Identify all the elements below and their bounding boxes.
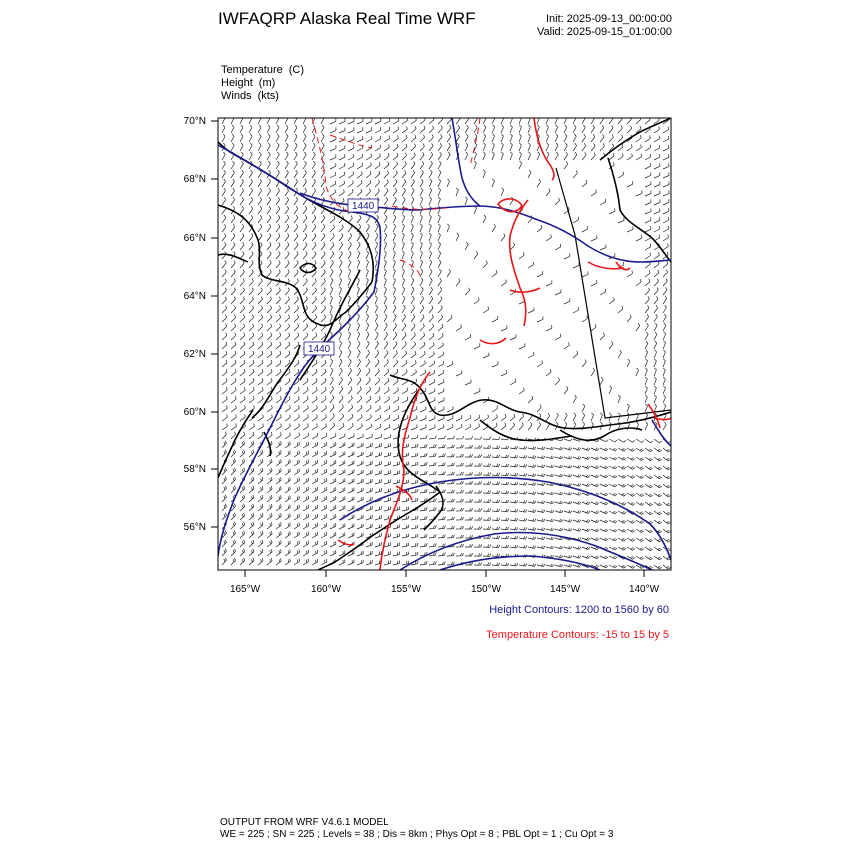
lat-label: 70°N — [183, 116, 206, 127]
temperature-contour-note: Temperature Contours: -15 to 15 by 5 — [486, 629, 669, 641]
wind-barb-field — [222, 116, 671, 569]
lat-label: 66°N — [183, 233, 206, 244]
longitude-ticks — [245, 570, 644, 577]
legend-unit: (C) — [288, 64, 305, 76]
model-footer — [220, 817, 613, 841]
border-line — [556, 168, 671, 418]
lat-label: 68°N — [183, 174, 206, 185]
lon-label: 150°W — [470, 584, 502, 595]
model-version: OUTPUT FROM WRF V4.6.1 MODEL — [220, 817, 389, 828]
legend-name: Winds — [221, 90, 252, 102]
legend-name: Height — [221, 77, 253, 89]
lat-label: 64°N — [183, 291, 206, 302]
height-contour-note: Height Contours: 1200 to 1560 by 60 — [489, 604, 669, 616]
lon-label: 160°W — [310, 584, 342, 595]
legend-unit: (m) — [258, 77, 276, 89]
init-time: Init: 2025-09-13_00:00:00 — [546, 13, 672, 25]
temperature-dashed-contours — [312, 118, 480, 276]
height-contour-labels — [304, 199, 378, 355]
lon-label: 140°W — [628, 584, 660, 595]
legend-unit: (kts) — [257, 90, 279, 102]
lon-label: 165°W — [229, 584, 261, 595]
longitude-labels — [230, 584, 660, 595]
contour-label: 1440 — [308, 344, 331, 355]
lat-label: 58°N — [183, 464, 206, 475]
lat-label: 62°N — [183, 349, 206, 360]
plot-title: IWFAQRP Alaska Real Time WRF — [218, 9, 476, 28]
lat-label: 60°N — [183, 407, 206, 418]
valid-time: Valid: 2025-09-15_01:00:00 — [537, 26, 672, 38]
lon-label: 145°W — [549, 584, 581, 595]
lon-label: 155°W — [390, 584, 422, 595]
model-options: WE = 225 ; SN = 225 ; Levels = 38 ; Dis = 8km ; Phys Opt = 8 ; PBL Opt = 1 ; Cu Opt = 3 — [220, 829, 614, 840]
wind-barbs — [222, 116, 671, 569]
contour-label: 1440 — [352, 201, 375, 212]
latitude-ticks — [211, 121, 218, 527]
height-contours — [218, 118, 671, 570]
legend-name: Temperature — [221, 64, 283, 76]
lat-label: 56°N — [183, 522, 206, 533]
latitude-labels — [184, 116, 206, 533]
